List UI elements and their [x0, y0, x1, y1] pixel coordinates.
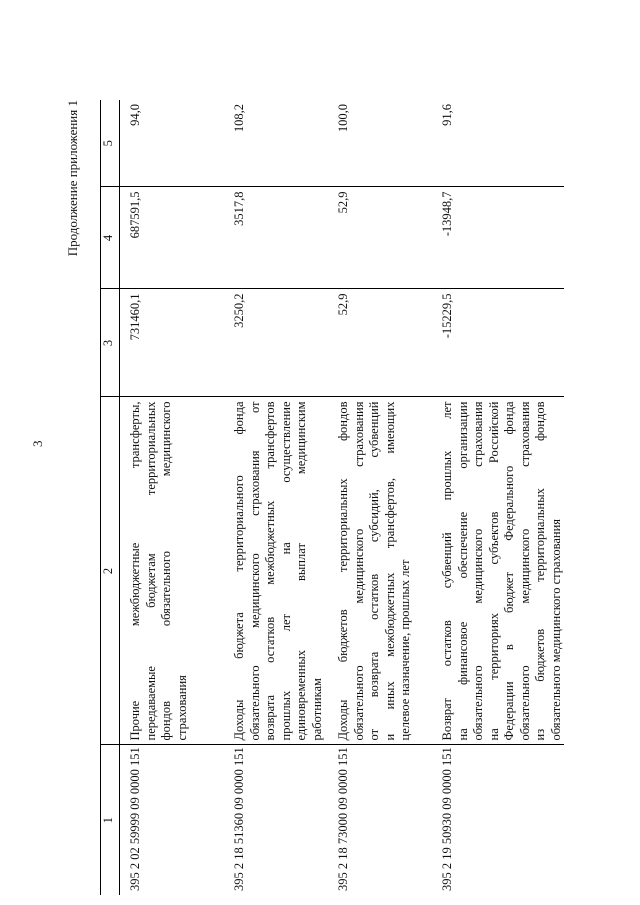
description-line: Прочие межбюджетные трансферты,	[128, 401, 142, 741]
description-line: фондов обязательного медицинского	[159, 401, 173, 741]
value-cell-c4: -13948,7	[432, 187, 564, 289]
description-line: Федерации в бюджет Федерального фонда	[502, 401, 516, 741]
description-line: возврата остатков межбюджетных трансфертов	[263, 401, 277, 741]
table-header-row	[101, 100, 120, 895]
value-cell-c5: 100,0	[328, 100, 432, 187]
value-cell-c4: 3517,8	[224, 187, 328, 289]
column-header: 1	[101, 745, 120, 895]
description-line: обязательного медицинского страхования	[548, 518, 563, 741]
value-cell-c5: 91,6	[432, 100, 564, 187]
budget-code-cell: 395 2 18 51360 09 0000 151	[232, 747, 246, 891]
description-line: страхования	[174, 675, 189, 741]
value-cell-c3: 52,9	[328, 289, 432, 397]
description-line: от возврата остатков субсидий, субвенций	[367, 401, 381, 741]
rotated-page-content	[55, 55, 615, 905]
budget-code-cell: 395 2 02 59999 09 0000 151	[128, 747, 142, 891]
description-line: целевое назначение, прошлых лет	[398, 559, 412, 741]
description-line: единовременных выплат медицинским	[294, 401, 308, 741]
description-cell	[328, 397, 432, 745]
description-line: обязательного медицинского страхования	[471, 401, 485, 741]
value-cell-c5: 108,2	[224, 100, 328, 187]
description-line: обязательного медицинского страхования	[517, 401, 532, 741]
description-cell	[432, 397, 564, 745]
value-cell-c3: 3250,2	[224, 289, 328, 397]
description-line: обязательного медицинского страхования от	[247, 401, 262, 741]
appendix-caption: Продолжение приложения 1	[65, 100, 80, 257]
description-line: из бюджетов территориальных фондов	[533, 401, 547, 741]
value-cell-c3: -15229,5	[432, 289, 564, 397]
page-number: 3	[30, 440, 45, 447]
description-line: на финансовое обеспечение организации	[455, 401, 470, 741]
budget-code-cell: 395 2 18 73000 09 0000 151	[336, 747, 350, 891]
budget-code-cell: 395 2 19 50930 09 0000 151	[440, 747, 454, 891]
description-line: Доходы бюджетов территориальных фондов	[336, 401, 350, 741]
column-header: 3	[101, 289, 120, 397]
description-line: Возврат остатков субвенций прошлых лет	[440, 401, 454, 741]
description-line: прошлых лет на осуществление	[278, 401, 293, 741]
description-line: и иных межбюджетных трансфертов, имеющих	[382, 401, 397, 741]
value-cell-c4: 687591,5	[120, 187, 225, 289]
description-cell	[120, 397, 225, 745]
revenue-table	[100, 100, 564, 895]
table-row	[224, 100, 328, 895]
description-cell	[224, 397, 328, 745]
table-row	[120, 100, 225, 895]
description-line: передаваемые бюджетам территориальных	[143, 401, 158, 741]
table-row	[432, 100, 564, 895]
description-line: работникам	[309, 678, 324, 741]
column-header: 4	[101, 187, 120, 289]
column-header: 2	[101, 397, 120, 745]
value-cell-c3: 731460,1	[120, 289, 225, 397]
description-line: Доходы бюджета территориального фонда	[232, 401, 246, 741]
value-cell-c4: 52,9	[328, 187, 432, 289]
table-row	[328, 100, 432, 895]
column-header: 5	[101, 100, 120, 187]
description-line: обязательного медицинского страхования	[351, 401, 366, 741]
value-cell-c5: 94,0	[120, 100, 225, 187]
description-line: на территориях субъектов Российской	[486, 401, 501, 741]
